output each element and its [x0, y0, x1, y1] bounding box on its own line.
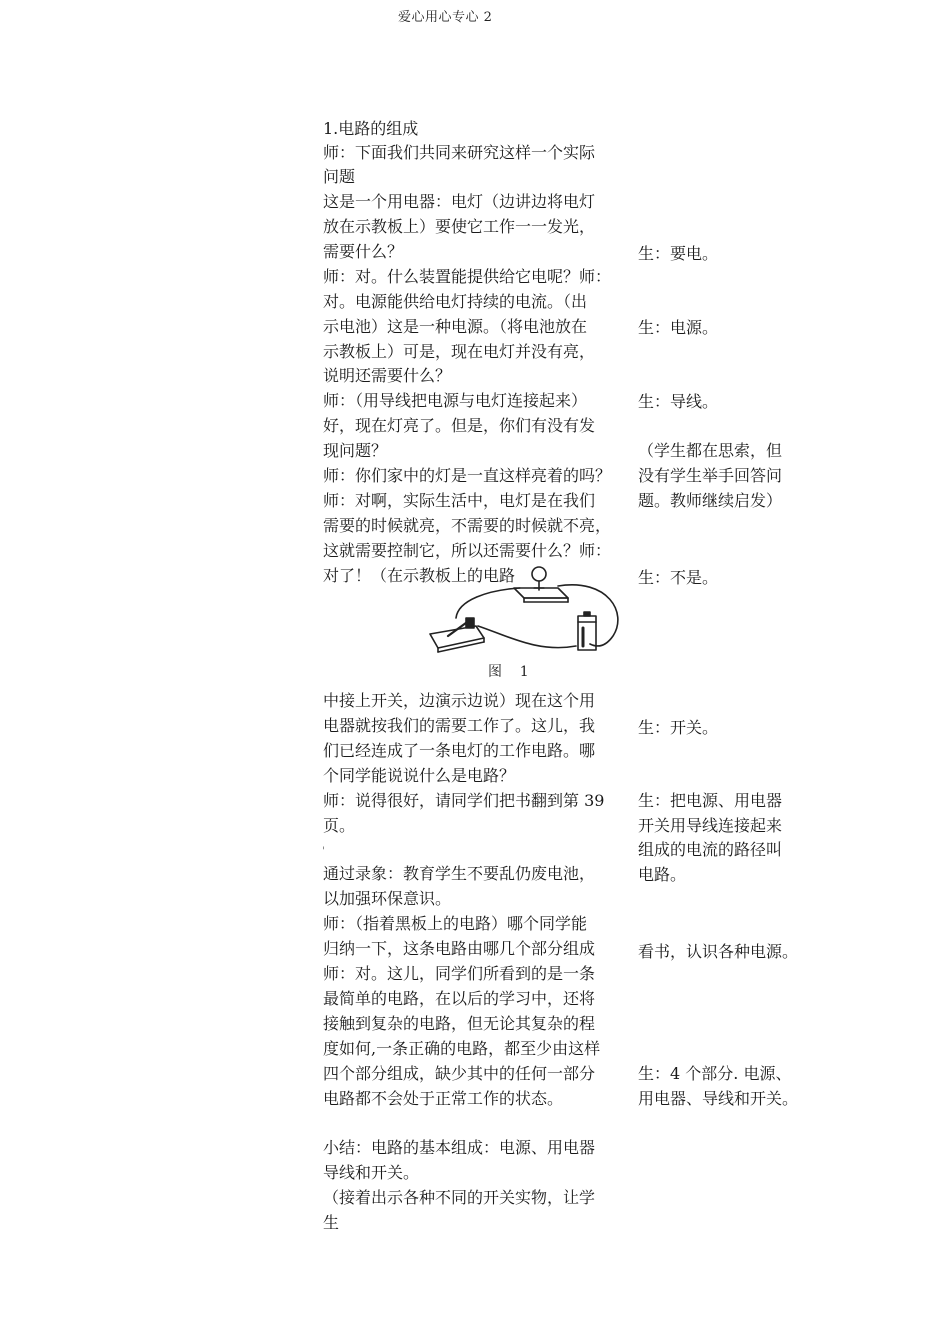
right-line: 生：开关。 [638, 718, 719, 737]
left-line: （接着出示各种不同的开关实物，让学 [323, 1188, 596, 1207]
right-line: 题。教师继续启发） [638, 491, 783, 510]
left-line: 小结：电路的基本组成：电源、用电器 [323, 1138, 596, 1157]
left-line: 示教板上）可是，现在电灯并没有亮， [323, 342, 596, 361]
left-line: 师：（用导线把电源与电灯连接起来） [323, 391, 588, 410]
left-line: 师：（指着黑板上的电路）哪个同学能 [323, 914, 588, 933]
lamp-board [514, 588, 568, 598]
left-line: 师：对。什么装置能提供给它电呢？师： [323, 267, 612, 286]
left-line: 中接上开关，边演示边说）现在这个用 [323, 691, 596, 710]
right-line: 开关用导线连接起来 [638, 816, 783, 835]
left-line: 页。 [323, 816, 356, 835]
left-line: 需要什么？ [323, 242, 404, 261]
wire [456, 588, 520, 618]
right-line: 生：把电源、用电器 [638, 791, 783, 810]
wire [478, 626, 576, 648]
left-line: 对了！（在示教板上的电路 [323, 566, 516, 585]
right-line: 组成的电流的路径叫 [638, 840, 783, 859]
left-line: 四个部分组成，缺少其中的任何一部分 [323, 1064, 596, 1083]
right-line: 生：导线。 [638, 392, 719, 411]
left-line: 1.电路的组成 [323, 119, 419, 138]
left-line: 接触到复杂的电路，但无论其复杂的程 [323, 1014, 596, 1033]
right-line: 没有学生举手回答问 [638, 466, 783, 485]
left-line: 这是一个用电器：电灯（边讲边将电灯 [323, 192, 596, 211]
right-line: 生：要电。 [638, 244, 719, 263]
page-header: 爱心用心专心 2 [398, 10, 493, 25]
right-line: 用电器、导线和开关。 [638, 1089, 799, 1108]
left-line: 电路都不会处于正常工作的状态。 [323, 1089, 564, 1108]
stray-mark: ' [322, 846, 325, 857]
left-line: 个同学能说说什么是电路？ [323, 766, 516, 785]
left-line: 生 [323, 1213, 340, 1232]
right-line: 看书，认识各种电源。 [638, 942, 799, 961]
left-line: 通过录象：教育学生不要乱仍废电池， [323, 864, 596, 883]
left-line: 需要的时候就亮，不需要的时候就不亮， [323, 516, 612, 535]
left-line: 说明还需要什么？ [323, 366, 452, 385]
right-line: （学生都在思索，但 [638, 441, 783, 460]
left-line: 师：你们家中的灯是一直这样亮着的吗？ [323, 466, 612, 485]
left-line: 对。电源能供给电灯持续的电流。（出 [323, 292, 588, 311]
left-line: 以加强环保意识。 [323, 889, 452, 908]
circuit-figure [418, 558, 628, 684]
left-line: 这就需要控制它，所以还需要什么？师： [323, 541, 612, 560]
left-line: 度如何,一条正确的电路，都至少由这样 [323, 1039, 601, 1058]
left-line: 师：说得很好，请同学们把书翻到第 39 [323, 791, 605, 810]
left-line: 放在示教板上）要使它工作一一发光， [323, 217, 596, 236]
right-line: 生：电源。 [638, 318, 719, 337]
left-line: 电器就按我们的需要工作了。这儿，我 [323, 716, 596, 735]
left-line: 们已经连成了一条电灯的工作电路。哪 [323, 741, 596, 760]
left-line: 归纳一下，这条电路由哪几个部分组成 [323, 939, 596, 958]
left-line: 师：对啊，实际生活中，电灯是在我们 [323, 491, 596, 510]
left-line: 好，现在灯亮了。但是，你们有没有发 [323, 416, 596, 435]
lamp-bulb [532, 567, 546, 581]
left-line: 问题 [323, 167, 356, 186]
left-line: 示电池）这是一种电源。（将电池放在 [323, 317, 588, 336]
left-line: 师：对。这儿，同学们所看到的是一条 [323, 964, 596, 983]
right-line: 电路。 [638, 865, 687, 884]
left-line: 现问题？ [323, 441, 388, 460]
right-line: 生：不是。 [638, 568, 719, 587]
left-line: 最简单的电路，在以后的学习中，还将 [323, 989, 596, 1008]
figure-caption: 图 1 [488, 664, 529, 680]
left-line: 导线和开关。 [323, 1163, 420, 1182]
right-line: 生：4 个部分. 电源、 [638, 1064, 792, 1083]
left-line: 师：下面我们共同来研究这样一个实际 [323, 143, 596, 162]
